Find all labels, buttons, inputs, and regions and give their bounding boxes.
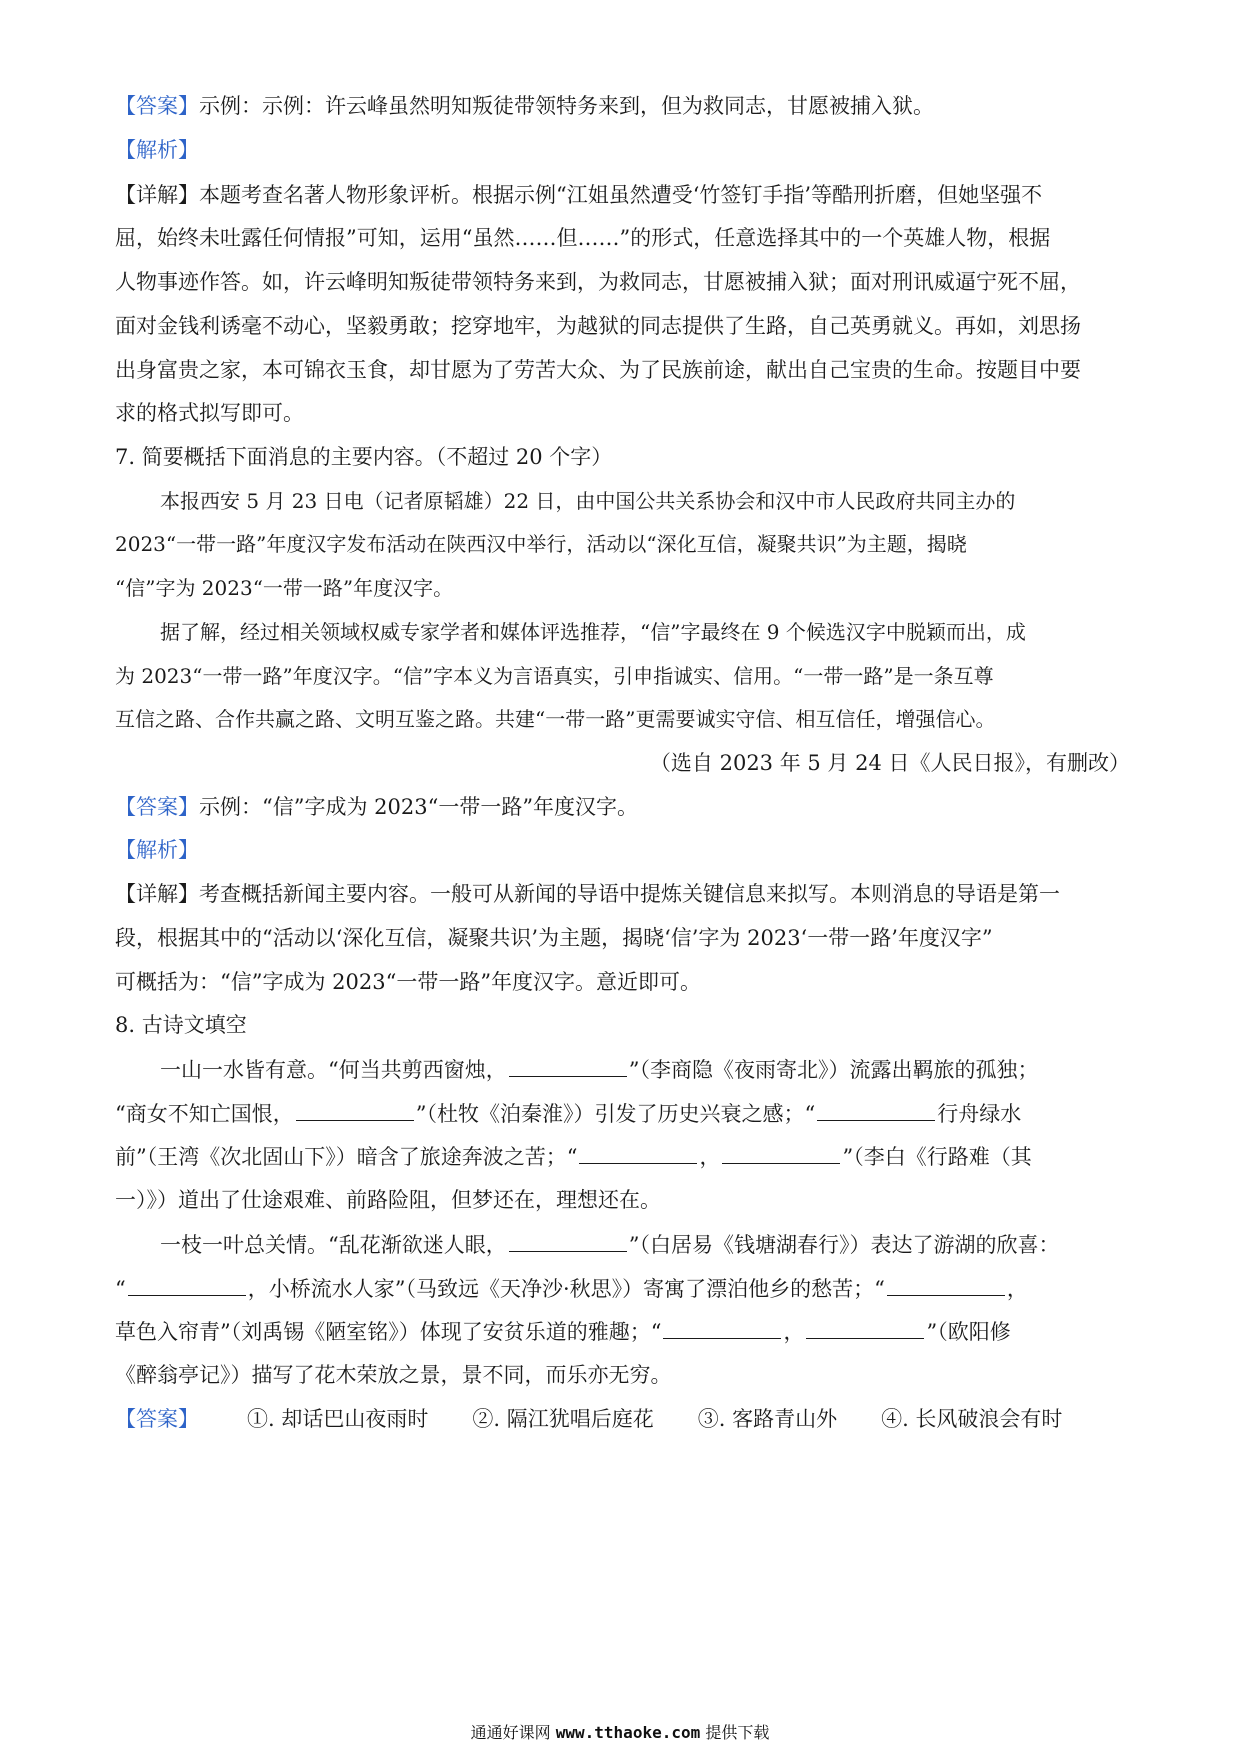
q8-fill-line [160,1229,1059,1260]
q8-text: 草色入帘青”（刘禹锡《陋室铭》）体现了安贫乐道的雅趣；“ [115,1320,662,1344]
q7-detail-line: 段，根据其中的“活动以‘深化互信，凝聚共识’为主题，揭晓‘信’字为 2023‘一带一路’年度汉字” [115,926,993,950]
q8-text: ， [1006,1277,1028,1301]
answer-item: ②. 隔江犹唱后庭花 [472,1407,654,1431]
q7-analysis-heading [115,835,199,865]
q8-question: 8. 古诗文填空 [115,1013,247,1037]
q7-detail-line [115,879,1060,909]
q6-detail-line: 求的格式拟写即可。 [115,401,304,425]
answer-blank[interactable] [887,1273,1005,1296]
q8-text: 一山一水皆有意。“何当共剪西窗烛， [160,1058,507,1082]
answer-blank[interactable] [579,1141,697,1164]
footer-site: 通通好课网 [470,1723,551,1742]
answer-blank[interactable] [509,1229,627,1252]
q8-text: “ [115,1277,126,1301]
q6-detail-line [115,180,1042,210]
q8-text: ，小桥流水人家”（马致远《天净沙·秋思》）寄寓了漂泊他乡的愁苦；“ [247,1277,885,1301]
page-footer [0,1722,1240,1744]
q8-fill-line [115,1273,1028,1304]
q8-text: ”（杜牧《泊秦淮》）引发了历史兴衰之感；“ [415,1102,816,1126]
answer-blank[interactable] [296,1098,414,1121]
q8-text: ， [783,1320,805,1344]
q8-text: 前”（王湾《次北固山下》）暗含了旅途奔波之苦；“ [115,1145,578,1169]
analysis-tag: 【解析】 [115,838,199,862]
q6-analysis-heading [115,135,199,165]
q7-source: （选自 2023 年 5 月 24 日《人民日报》，有删改） [649,751,1130,775]
detail-tag: 【详解】 [115,183,199,207]
q6-detail-line: 面对金钱利诱毫不动心，坚毅勇敢；挖穿地牢，为越狱的同志提供了生路，自己英勇就义。再如，刘思扬 [115,314,1081,338]
q7-passage-line: 互信之路、合作共赢之路、文明互鉴之路。共建“一带一路”更需要诚实守信、相互信任，增强信心。 [115,707,996,731]
answer-text: 示例：示例：许云峰虽然明知叛徒带领特务来到，但为救同志，甘愿被捕入狱。 [199,94,934,118]
answer-tag: 【答案】 [115,94,199,118]
q8-fill-line [115,1316,1011,1347]
detail-text: 本题考查名著人物形象评析。根据示例“江姐虽然遭受‘竹签钉手指’等酷刑折磨，但她坚强不 [199,183,1043,207]
q7-passage-line: 为 2023“一带一路”年度汉字。“信”字本义为言语真实，引申指诚实、信用。“一带一路”是一条互尊 [115,664,994,688]
answer-tag: 【答案】 [115,795,199,819]
q7-passage-line: “信”字为 2023“一带一路”年度汉字。 [115,576,454,600]
q7-passage-line: 本报西安 5 月 23 日电（记者原韬雄）22 日，由中国公共关系协会和汉中市人民政府共同主办的 [160,489,1016,513]
q8-text: ”（李商隐《夜雨寄北》）流露出羁旅的孤独； [628,1058,1039,1082]
q7-question: 7. 简要概括下面消息的主要内容。（不超过 20 个字） [115,445,613,469]
answer-item: ④. 长风破浪会有时 [881,1407,1063,1431]
q8-fill-line [160,1054,1038,1085]
q8-fill-line: 一）》）道出了仕途艰难、前路险阻，但梦还在，理想还在。 [115,1188,661,1212]
q8-answer-row [115,1404,1062,1434]
q7-passage-line: 2023“一带一路”年度汉字发布活动在陕西汉中举行，活动以“深化互信，凝聚共识”为主题，揭晓 [115,532,967,556]
q7-passage-line: 据了解，经过相关领域权威专家学者和媒体评选推荐，“信”字最终在 9 个候选汉字中脱颖而出，成 [160,620,1026,644]
q8-text: ， [699,1145,721,1169]
q8-text: 一枝一叶总关情。“乱花渐欲迷人眼， [160,1233,507,1257]
detail-text: 考查概括新闻主要内容。一般可从新闻的导语中提炼关键信息来拟写。本则消息的导语是第一 [199,882,1060,906]
q7-detail-line: 可概括为：“信”字成为 2023“一带一路”年度汉字。意近即可。 [115,970,702,994]
q8-fill-line [115,1098,1021,1129]
q8-text: ”（白居易《钱塘湖春行》）表达了游湖的欣喜： [628,1233,1060,1257]
answer-item: ③. 客路青山外 [697,1407,838,1431]
footer-suffix: 提供下载 [705,1723,770,1742]
q8-text: 行舟绿水 [937,1102,1022,1126]
q7-answer [115,792,638,822]
q8-text: ”（李白《行路难（其 [842,1145,1032,1169]
detail-tag: 【详解】 [115,882,199,906]
answer-item: ①. 却话巴山夜雨时 [247,1407,429,1431]
answer-text: 示例：“信”字成为 2023“一带一路”年度汉字。 [199,795,639,819]
answer-blank[interactable] [817,1098,935,1121]
answer-blank[interactable] [663,1316,781,1339]
q6-detail-line: 出身富贵之家，本可锦衣玉食，却甘愿为了劳苦大众、为了民族前途，献出自己宝贵的生命。按题目中要 [115,358,1081,382]
q6-detail-line: 屈，始终未吐露任何情报”可知，运用“虽然……但……”的形式，任意选择其中的一个英雄人物，根据 [115,226,1051,250]
answer-blank[interactable] [128,1273,246,1296]
q6-answer [115,91,934,121]
answer-blank[interactable] [806,1316,924,1339]
q8-fill-line [115,1141,1032,1172]
answer-blank[interactable] [509,1054,627,1077]
footer-url[interactable]: www.tthaoke.com [555,1723,701,1742]
analysis-tag: 【解析】 [115,138,199,162]
q6-detail-line: 人物事迹作答。如，许云峰明知叛徒带领特务来到，为救同志，甘愿被捕入狱；面对刑讯威逼宁死不屈， [115,270,1081,294]
answer-blank[interactable] [722,1141,840,1164]
q8-text: “商女不知亡国恨， [115,1102,294,1126]
q8-fill-line: 《醉翁亭记》）描写了花木荣放之景，景不同，而乐亦无穷。 [115,1363,672,1387]
answer-tag: 【答案】 [115,1407,199,1431]
q8-text: ”（欧阳修 [926,1320,1011,1344]
